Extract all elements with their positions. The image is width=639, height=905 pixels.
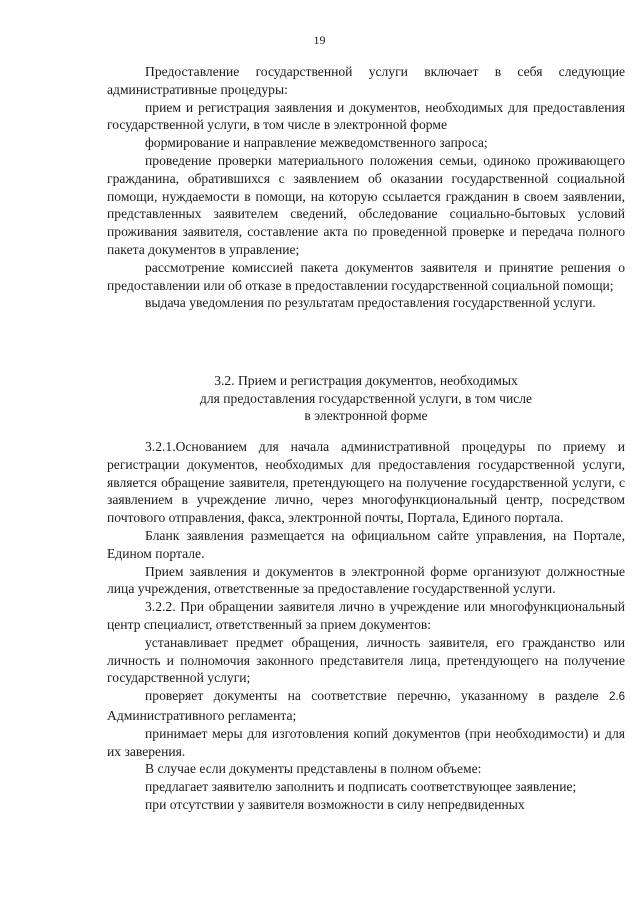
paragraph: проведение проверки материального положения семьи, одиноко проживающего гражданина, обратившихся с заявлением об оказании государственной социальной помощи, нуждаемости в помощи, на которую ссылается гражданин в своем заявлении, представленных заявителем сведений, обследование социально-бытовых условий проживания заявителя, составление акта по проведенной проверке и передача полного пакета документов в управление; [107, 152, 625, 257]
page-number: 19 [313, 33, 326, 47]
paragraph: при отсутствии у заявителя возможности в силу непредвиденных [145, 796, 525, 812]
paragraph: В случае если документы представлены в полном объеме: [145, 761, 482, 777]
paragraph-text: 2.6 [609, 691, 625, 704]
paragraph: прием и регистрация заявления и документов, необходимых для предоставления государственной услуги, в том числе в электронной форме [107, 99, 625, 133]
paragraph: предлагает заявителю заполнить и подписать соответствующее заявление; [145, 779, 577, 795]
paragraph: выдача уведомления по результатам предоставления государственной услуги. [145, 295, 596, 311]
section-heading [107, 372, 625, 425]
paragraph: 3.2.1.Основанием для начала административной процедуры по приему и регистрации документов, необходимых для предоставления государственной услуги, является обращение заявителя, претендующего на получение государственной услуги, с заявлением в учреждение лично, через многофункциональный центр, посредством почтового отправления, факса, электронной почты, Портала, Единого портала. [107, 439, 625, 526]
procedures-section [107, 63, 625, 312]
heading-line: в электронной форме [304, 408, 428, 424]
paragraph-text: разделе [555, 691, 599, 704]
paragraph [107, 687, 625, 725]
heading-line: 3.2. Прием и регистрация документов, необходимых [214, 373, 518, 388]
paragraph: 3.2.2. При обращении заявителя лично в учреждение или многофункциональный центр специалист, ответственный за прием документов: [107, 599, 625, 632]
paragraph: Бланк заявления размещается на официальном сайте управления, на Портале, Едином портале. [107, 527, 625, 561]
reception-section [107, 438, 625, 814]
paragraph-text: проверяет документы на соответствие перечню, указанному в [145, 688, 545, 704]
paragraph: устанавливает предмет обращения, личность заявителя, его гражданство или личность и полномочия законного представителя лица, претендующего на получение государственной услуги; [107, 634, 625, 686]
paragraph: рассмотрение комиссией пакета документов заявителя и принятие решения о предоставлении или об отказе в предоставлении государственной социальной помощи; [107, 259, 625, 293]
paragraph-text: Административного регламента; [107, 707, 297, 723]
paragraph: формирование и направление межведомственного запроса; [145, 135, 488, 151]
paragraph: Предоставление государственной услуги включает в себя следующие административные процедуры: [107, 64, 625, 97]
heading-line: для предоставления государственной услуги, в том числе [199, 390, 533, 406]
paragraph: Прием заявления и документов в электронной форме организуют должностные лица учреждения, ответственные за предоставление государственной услуги. [107, 563, 625, 597]
paragraph: принимает меры для изготовления копий документов (при необходимости) и для их заверения. [107, 725, 625, 759]
